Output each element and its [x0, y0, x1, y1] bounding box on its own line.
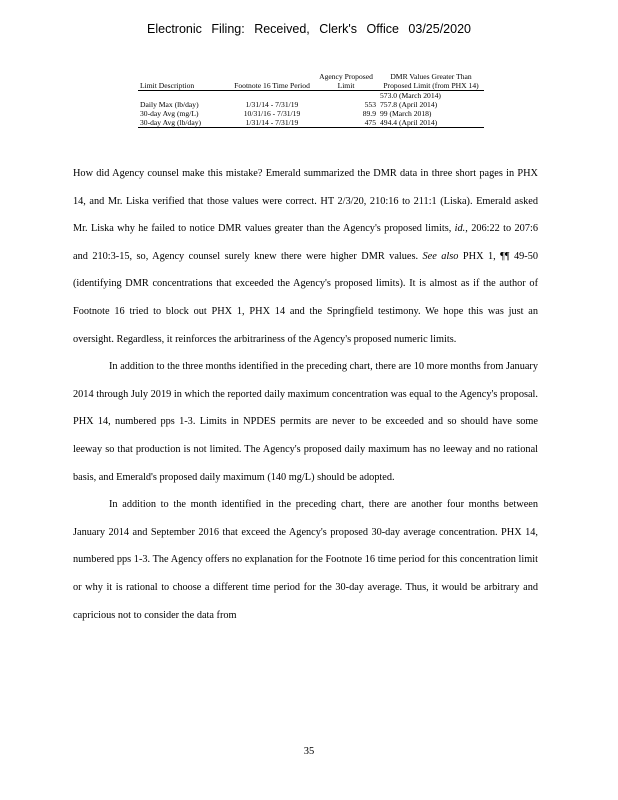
col-header-dmr-values: DMR Values Greater Than Proposed Limit (from PHX 14): [383, 72, 479, 90]
table-cell-desc: 30-day Avg (mg/L): [140, 109, 199, 118]
table-cell-dmr: 757.8 (April 2014): [380, 100, 438, 109]
table-row: [138, 109, 484, 118]
page-number: 35: [303, 746, 315, 757]
col-header-agency-limit: Agency Proposed Limit: [319, 72, 373, 90]
paragraph-1: How did Agency counsel make this mistake? Emerald summarized the DMR data in three short pages in PHX 14, and Mr. Liska verified that those values were correct. HT 2/3/20, 210:16 to 211:1 (Liska). Emerald asked Mr. Liska why he failed to notice DMR values greater than the Agency's proposed limits, id., 206:22 to 207:6 and 210:3-15, so, Agency counsel surely knew there were higher DMR values. See also PHX 1, ¶¶ 49-50 (identifying DMR concentrations that exceeded the Agency's proposed limits). It is almost as if the author of Footnote 16 tried to block out PHX 1, PHX 14 and the Springfield testimony. We hope this was just an oversight. Regardless, it reinforces the arbitrariness of the Agency's proposed numeric limits.: [73, 168, 538, 345]
table-cell-desc: 30-day Avg (lb/day): [140, 118, 202, 127]
table-cell-desc: Daily Max (lb/day): [140, 100, 199, 109]
table-cell-limit: 553: [364, 100, 376, 109]
table-cell-period: 1/31/14 - 7/31/19: [245, 100, 299, 109]
col-header-limit-description: Limit Description: [140, 81, 195, 90]
paragraph-2: In addition to the three months identified in the preceding chart, there are 10 more months from January 2014 through July 2019 in which the reported daily maximum concentration was equal to the Agency's proposal. PHX 14, numbered pps 1-3. Limits in NPDES permits are never to be exceeded and so should have some leeway so that production is not limited. The Agency's proposed daily maximum has no leeway and no rational basis, and Emerald's proposed daily maximum (140 mg/L) should be adopted.: [73, 361, 538, 483]
table-row: [138, 118, 484, 128]
table-cell-period: 1/31/14 - 7/31/19: [245, 118, 299, 127]
filing-header: Electronic Filing: Received, Clerk's Office 03/25/2020: [147, 22, 471, 36]
brief-body: [73, 160, 538, 629]
col-header-time-period: Footnote 16 Time Period: [234, 81, 310, 90]
table-cell-dmr-pre: 573.0 (March 2014): [380, 91, 441, 100]
table-cell-period: 10/31/16 - 7/31/19: [243, 109, 301, 118]
table-cell-dmr: 99 (March 2018): [380, 109, 432, 118]
dmr-table: [138, 72, 484, 128]
paragraph-3: In addition to the month identified in the preceding chart, there are another four months between January 2014 and September 2016 that exceed the Agency's proposed 30-day average concentration. PHX 14, numbered pps 1-3. The Agency offers no explanation for the Footnote 16 time period for this concentration limit or why it is rational to choose a different time period for the 30-day average. Thus, it would be arbitrary and capricious not to consider the data from: [73, 499, 538, 621]
table-row: [138, 100, 484, 109]
table-cell-limit: 475: [364, 118, 376, 127]
table-cell-dmr: 494.4 (April 2014): [380, 118, 438, 127]
table-cell-limit: 89.9: [362, 109, 376, 118]
